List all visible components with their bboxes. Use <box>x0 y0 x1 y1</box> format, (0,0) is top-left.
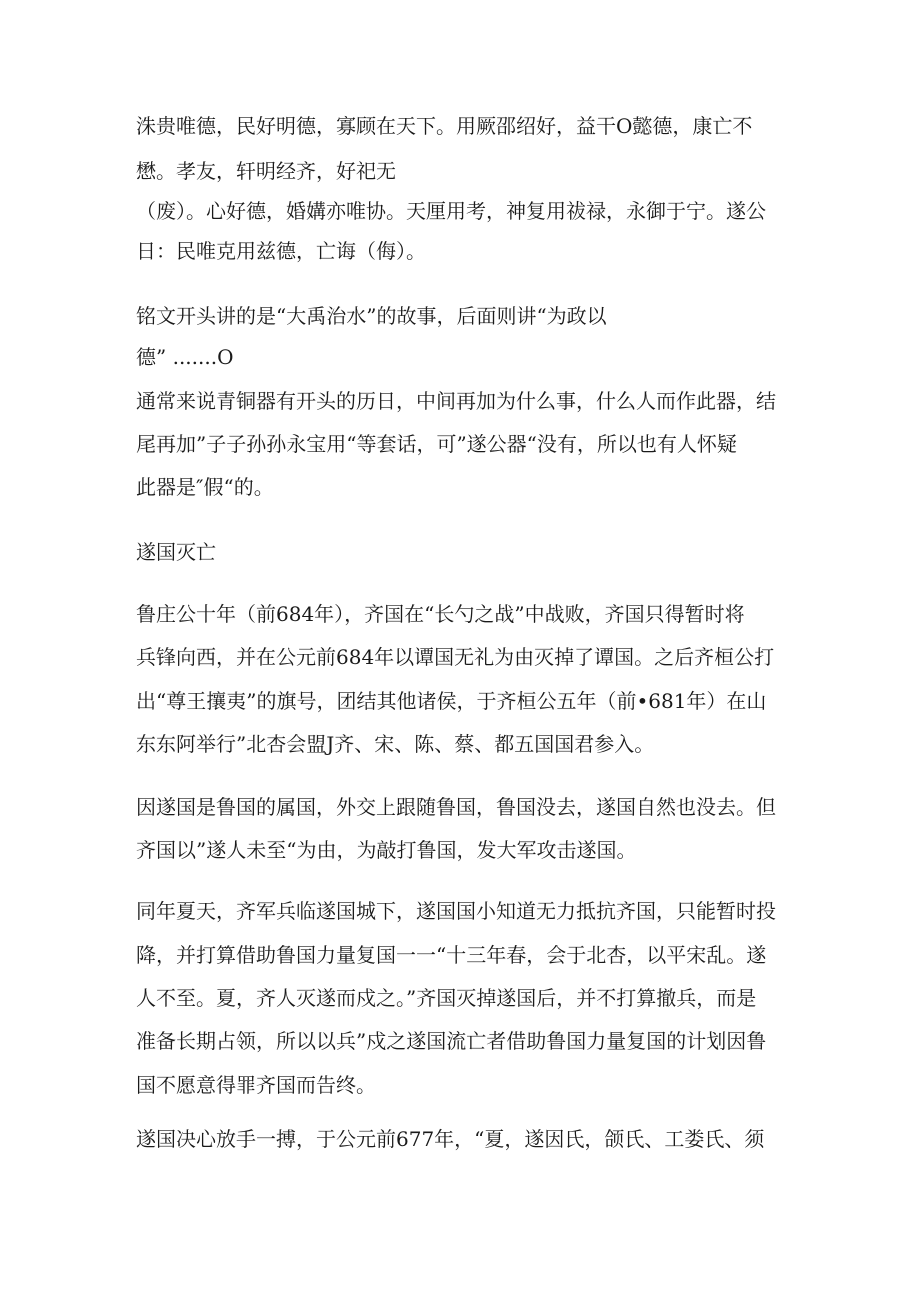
text-line: （废）。心好德，婚媾亦唯协。天厘用考，神复用祓禄，永御于宁。遂公 <box>136 199 766 223</box>
text-line: 通常来说青铜器有开头的历日，中间再加为什么事，什么人而作此器，结 <box>136 389 776 413</box>
text-line: 国不愿意得罪齐国而告终。 <box>136 1073 376 1097</box>
text-line: 洙贵唯德，民好明德，寡顾在天下。用厥邵绍好，益干O懿德，康亡不 <box>136 114 753 138</box>
text-line: 鲁庄公十年（前684年），齐国在“长勺之战”中战败，齐国只得暂时将 <box>136 602 745 626</box>
text-line: 铭文开头讲的是“大禹治水”的故事，后面则讲“为政以 <box>136 304 607 328</box>
text-line: 出“尊王攘夷”的旗号，团结其他诸侯，于齐桓公五年（前•681年）在山 <box>136 689 767 713</box>
text-line: 人不至。夏，齐人灭遂而戍之。”齐国灭掉遂国后，并不打算撤兵，而是 <box>136 986 757 1010</box>
text-line: 日：民唯克用兹德，亡诲（侮）。 <box>136 239 426 263</box>
section-heading: 遂国灭亡 <box>136 540 216 564</box>
text-line: 德” .......O <box>136 345 234 369</box>
text-line: 懋。孝友，轩明经齐，好祀无 <box>136 159 396 183</box>
text-line: 此器是″假“的。 <box>136 475 274 499</box>
text-line: 遂国决心放手一搏，于公元前677年，“夏，遂因氏，颌氏、工娄氏、须 <box>136 1127 765 1151</box>
text-line: 尾再加”子子孙孙永宝用“等套话，可”遂公器“没有，所以也有人怀疑 <box>136 432 737 456</box>
text-line: 因遂国是鲁国的属国，外交上跟随鲁国，鲁国没去，遂国自然也没去。但 <box>136 795 776 819</box>
text-line: 同年夏天，齐军兵临遂国城下，遂国国小知道无力抵抗齐国，只能暂时投 <box>136 899 776 923</box>
text-line: 准备长期占领，所以以兵”戍之遂国流亡者借助鲁国力量复国的计划因鲁 <box>136 1029 767 1053</box>
text-line: 东东阿举行”北杏会盟J齐、宋、陈、蔡、都五国国君参入。 <box>136 732 655 756</box>
text-line: 齐国以”遂人未至“为由，为敲打鲁国，发大军攻击遂国。 <box>136 838 637 862</box>
text-line: 兵锋向西，并在公元前684年以谭国无礼为由灭掉了谭国。之后齐桓公打 <box>136 645 775 669</box>
text-line: 降，并打算借助鲁国力量复国一一“十三年春，会于北杏，以平宋乱。遂 <box>136 943 767 967</box>
